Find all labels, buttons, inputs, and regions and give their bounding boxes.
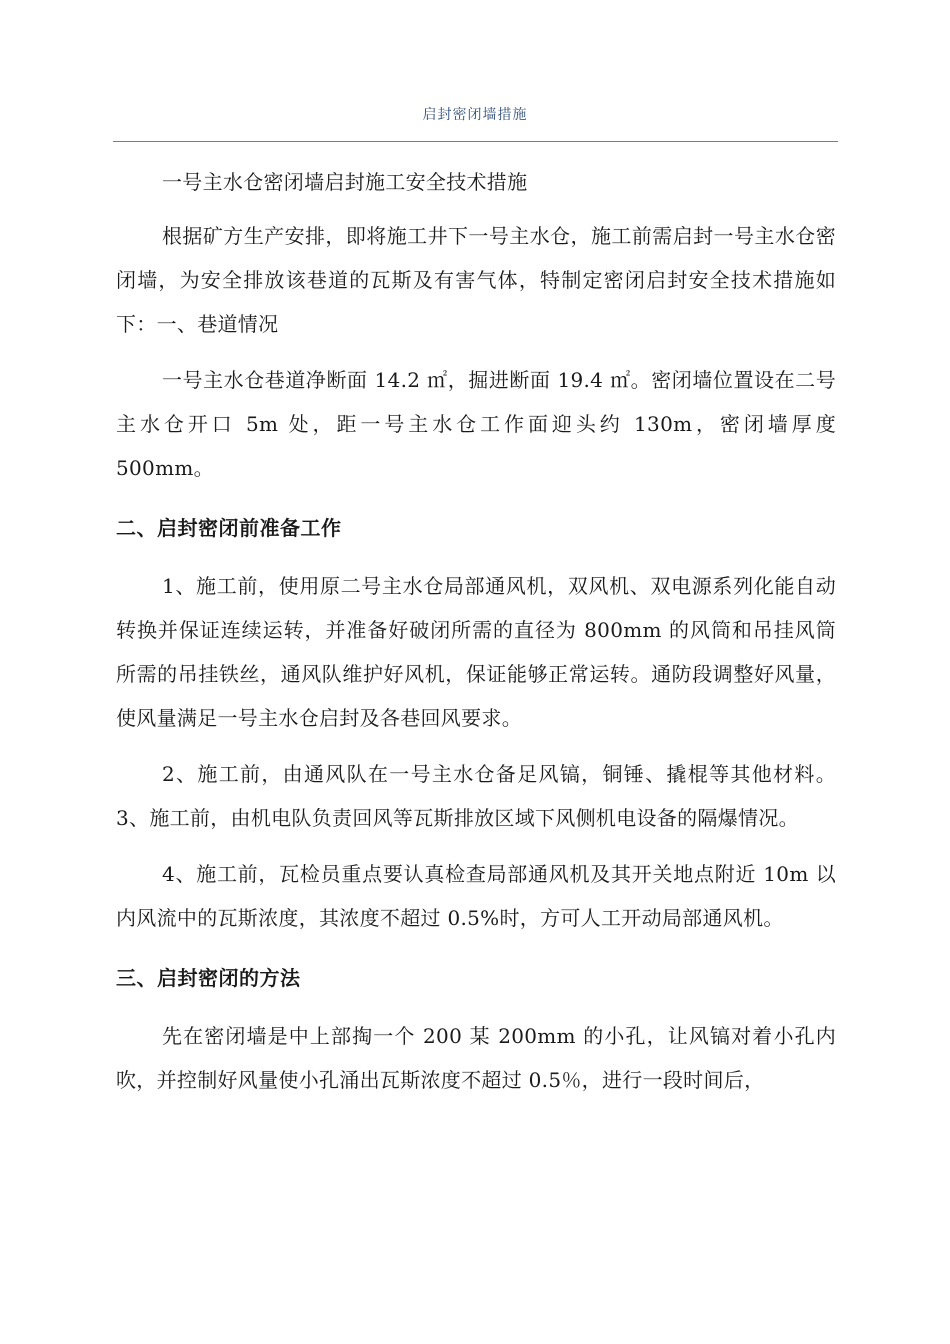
intro-paragraph: 根据矿方生产安排，即将施工井下一号主水仓，施工前需启封一号主水仓密闭墙，为安全排放该巷道的瓦斯及有害气体，特制定密闭启封安全技术措施如下：一、巷道情况 <box>116 224 836 336</box>
roadway-paragraph: 一号主水仓巷道净断面 14.2 ㎡，掘进断面 19.4 ㎡。密闭墙位置设在二号主水仓开口 5m 处，距一号主水仓工作面迎头约 130m，密闭墙厚度 500mm。 <box>116 368 836 480</box>
running-header: 启封密闭墙措施 <box>422 107 528 123</box>
preparation-item-1: 1、施工前，使用原二号主水仓局部通风机，双风机、双电源系列化能自动转换并保证连续运转，并准备好破闭所需的直径为 800mm 的风筒和吊挂风筒所需的吊挂铁丝，通风队维护好风机，保证能够正常运转。通防段调整好风量，使风量满足一号主水仓启封及各巷回风要求。 <box>116 574 836 730</box>
preparation-item-4: 4、施工前，瓦检员重点要认真检查局部通风机及其开关地点附近 10m 以内风流中的瓦斯浓度，其浓度不超过 0.5%时，方可人工开动局部通风机。 <box>116 862 836 930</box>
method-paragraph: 先在密闭墙是中上部掏一个 200 某 200mm 的小孔，让风镐对着小孔内吹，并控制好风量使小孔涌出瓦斯浓度不超过 0.5％，进行一段时间后， <box>116 1024 836 1092</box>
header-divider <box>113 141 838 142</box>
document-title: 一号主水仓密闭墙启封施工安全技术措施 <box>162 170 528 194</box>
section-heading-preparation: 二、启封密闭前准备工作 <box>116 516 342 540</box>
preparation-item-2: 2、施工前，由通风队在一号主水仓备足风镐，铜锤、撬棍等其他材料。3、施工前，由机电队负责回风等瓦斯排放区域下风侧机电设备的隔爆情况。 <box>116 762 836 830</box>
document-body <box>116 160 836 1114</box>
section-heading-method: 三、启封密闭的方法 <box>116 966 301 990</box>
